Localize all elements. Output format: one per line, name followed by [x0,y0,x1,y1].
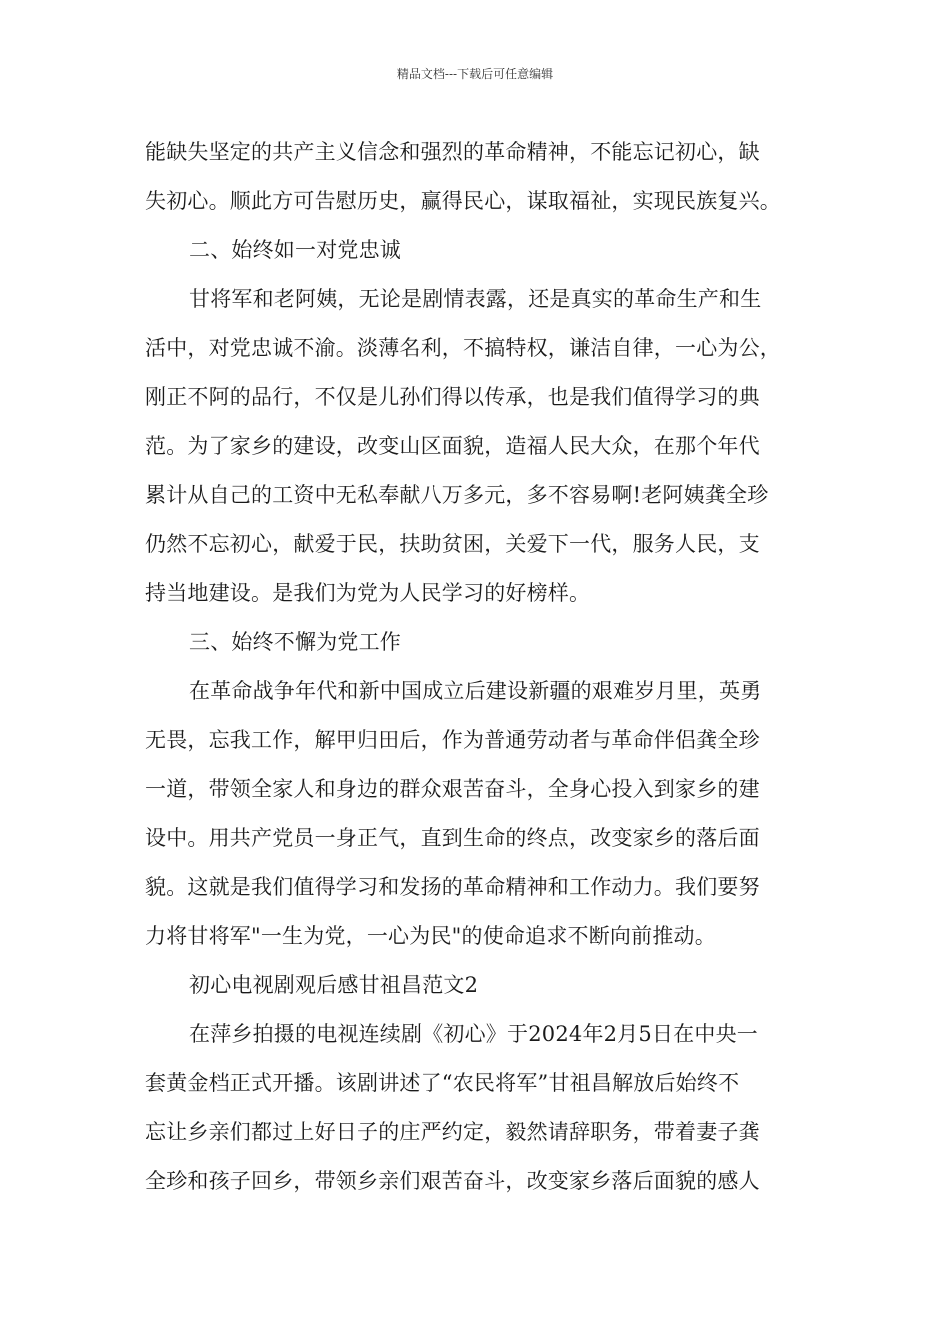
text-line: 在革命战争年代和新中国成立后建设新疆的艰难岁月里，英勇 [189,679,762,703]
text-line: 甘将军和老阿姨，无论是剧情表露，还是真实的革命生产和生 [189,287,762,311]
text-line: 范。为了家乡的建设，改变山区面貌，造福人民大众，在那个年代 [145,434,760,458]
text-line: 无畏，忘我工作，解甲归田后，作为普通劳动者与革命伴侣龚全珍 [145,728,760,752]
text-line: 在萍乡拍摄的电视连续剧《初心》于2024年2月5日在中央一 [189,1022,758,1046]
text-line: 设中。用共产党员一身正气，直到生命的终点，改变家乡的落后面 [145,826,760,850]
text-line: 忘让乡亲们都过上好日子的庄严约定，毅然请辞职务，带着妻子龚 [145,1120,760,1144]
text-line: 失初心。顺此方可告慰历史，赢得民心，谋取福祉，实现民族复兴。 [145,189,781,213]
text-line: 持当地建设。是我们为党为人民学习的好榜样。 [145,581,591,605]
text-line: 一道，带领全家人和身边的群众艰苦奋斗，全身心投入到家乡的建 [145,777,760,801]
text-line: 全珍和孩子回乡，带领乡亲们艰苦奋斗，改变家乡落后面貌的感人 [145,1169,760,1193]
text-line: 累计从自己的工资中无私奉献八万多元，多不容易啊!老阿姨龚全珍 [145,483,769,507]
text-line: 仍然不忘初心，献爱于民，扶助贫困，关爱下一代，服务人民，支 [145,532,760,556]
section-heading: 二、始终如一对党忠诚 [189,238,401,262]
text-line: 活中，对党忠诚不渝。淡薄名利，不搞特权，谦洁自律，一心为公， [145,336,781,360]
text-line: 刚正不阿的品行，不仅是儿孙们得以传承，也是我们值得学习的典 [145,385,760,409]
document-body [145,128,811,1206]
section-heading: 三、始终不懈为党工作 [189,630,401,654]
text-line: 能缺失坚定的共产主义信念和强烈的革命精神，不能忘记初心，缺 [145,140,760,164]
page-header: 精品文档---下载后可任意编辑 [396,67,554,81]
section-heading: 初心电视剧观后感甘祖昌范文2 [189,973,479,997]
text-line: 貌。这就是我们值得学习和发扬的革命精神和工作动力。我们要努 [145,875,760,899]
text-line: 力将甘将军"一生为党，一心为民"的使命追求不断向前推动。 [145,924,716,948]
text-line: 套黄金档正式开播。该剧讲述了“农民将军”甘祖昌解放后始终不 [145,1071,740,1095]
